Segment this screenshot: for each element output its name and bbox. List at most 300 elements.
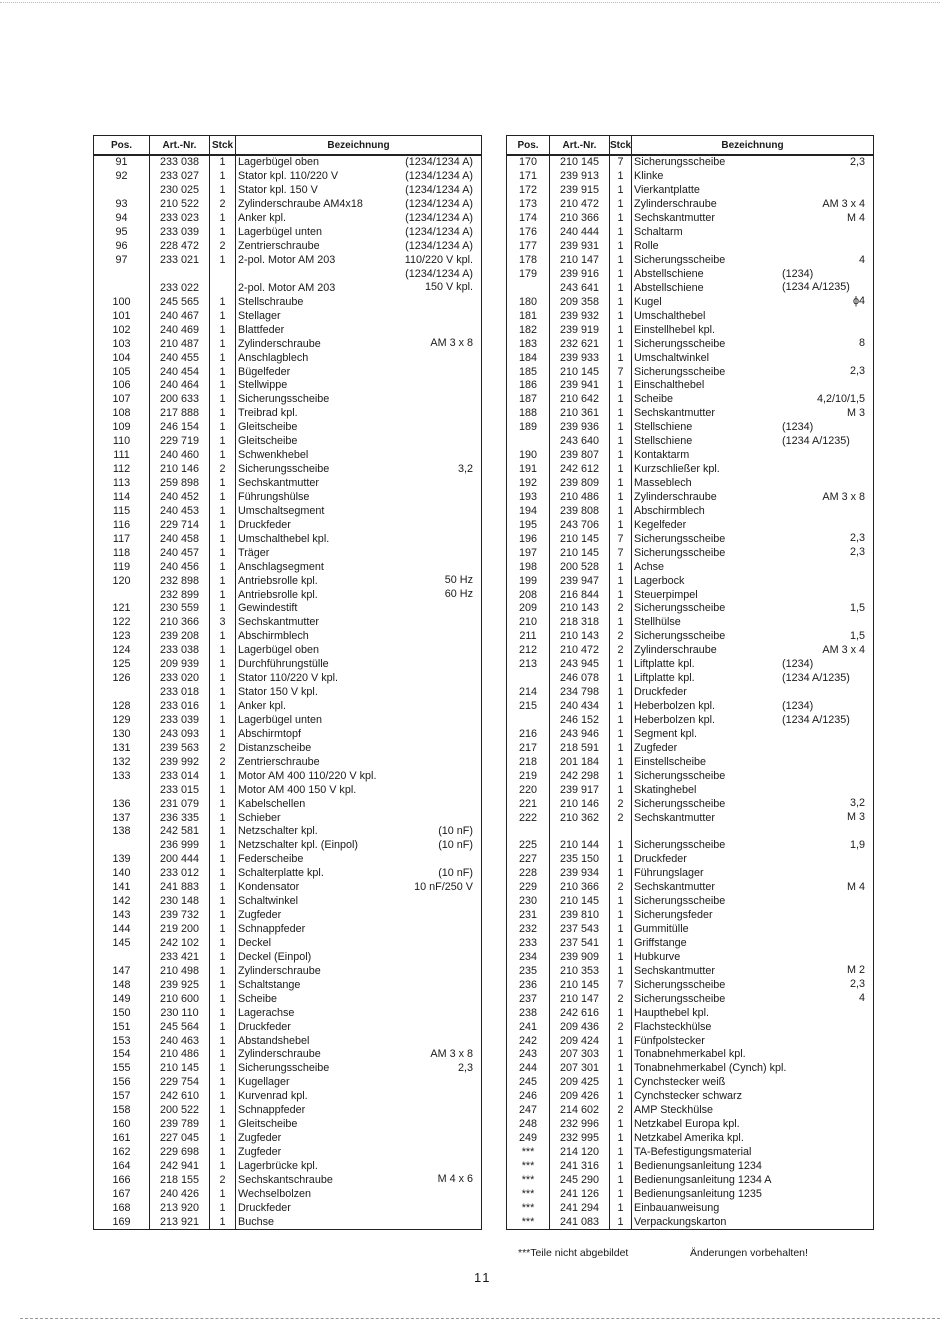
cell-bezeichnung <box>632 616 874 630</box>
part-name: Abstellschiene <box>634 281 704 294</box>
part-name: Haupthebel kpl. <box>634 1006 710 1019</box>
table-row <box>507 254 874 268</box>
part-spec: 4 <box>858 253 865 266</box>
cell-bezeichnung <box>632 937 874 951</box>
cell-art-nr: 236 335 <box>150 811 210 825</box>
cell-bezeichnung <box>632 741 874 755</box>
cell-pos: 179 <box>507 268 550 282</box>
table-row <box>507 477 874 491</box>
part-name: TA-Befestigungsmaterial <box>634 1146 752 1159</box>
cell-pos: 143 <box>94 909 150 923</box>
cell-bezeichnung <box>632 1215 874 1229</box>
cell-stck: 1 <box>610 309 632 323</box>
table-row <box>94 309 482 323</box>
part-name: Zylinderschraube AM4x18 <box>238 198 363 211</box>
cell-pos <box>94 268 150 282</box>
cell-bezeichnung <box>632 895 874 909</box>
cell-stck: 1 <box>210 992 236 1006</box>
cell-art-nr: 209 436 <box>550 1020 610 1034</box>
table-row <box>94 978 482 992</box>
cell-art-nr: 233 021 <box>150 254 210 268</box>
part-name: Druckfeder <box>634 853 687 866</box>
part-name: Anschlagblech <box>238 351 309 364</box>
cell-stck: 1 <box>610 909 632 923</box>
part-name: Zugfeder <box>634 741 678 754</box>
page-number: 11 <box>474 1270 492 1285</box>
part-name: Achse <box>634 560 665 573</box>
cell-bezeichnung <box>236 853 482 867</box>
cell-pos: 115 <box>94 504 150 518</box>
cell-art-nr: 241 883 <box>150 881 210 895</box>
cell-pos: 171 <box>507 170 550 184</box>
part-name: Distanzscheibe <box>238 741 312 754</box>
cell-art-nr: 210 487 <box>150 337 210 351</box>
cell-bezeichnung <box>236 909 482 923</box>
table-row <box>94 518 482 532</box>
cell-pos <box>94 950 150 964</box>
cell-art-nr: 230 148 <box>150 895 210 909</box>
cell-stck: 7 <box>610 978 632 992</box>
cell-pos: 161 <box>94 1132 150 1146</box>
cell-art-nr: 243 706 <box>550 518 610 532</box>
cell-stck: 1 <box>610 1132 632 1146</box>
part-name: Lagerachse <box>238 1006 295 1019</box>
cell-pos: 174 <box>507 212 550 226</box>
cell-bezeichnung <box>236 212 482 226</box>
cell-bezeichnung <box>632 407 874 421</box>
cell-bezeichnung <box>236 323 482 337</box>
cell-stck: 1 <box>210 337 236 351</box>
part-spec: (1234/1234 A) <box>405 156 473 168</box>
cell-bezeichnung <box>632 365 874 379</box>
table-row <box>94 616 482 630</box>
part-spec: 50 Hz <box>444 574 473 587</box>
cell-bezeichnung <box>632 658 874 672</box>
cell-pos: 145 <box>94 937 150 951</box>
part-name: Stator 150 V kpl. <box>238 686 318 699</box>
cell-pos: 126 <box>94 672 150 686</box>
cell-bezeichnung <box>632 546 874 560</box>
cell-art-nr: 218 591 <box>550 741 610 755</box>
cell-art-nr: 210 366 <box>550 212 610 226</box>
part-name: Umschalthebel <box>634 309 706 322</box>
cell-pos: 220 <box>507 783 550 797</box>
cell-art-nr: 210 472 <box>550 644 610 658</box>
cell-bezeichnung <box>632 254 874 268</box>
cell-stck: 1 <box>610 254 632 268</box>
cell-pos: 222 <box>507 811 550 825</box>
cell-pos: 238 <box>507 1006 550 1020</box>
table-row <box>507 504 874 518</box>
cell-art-nr: 246 154 <box>150 421 210 435</box>
part-name: Scheibe <box>634 393 674 406</box>
cell-bezeichnung <box>236 281 482 295</box>
cell-art-nr: 217 888 <box>150 407 210 421</box>
part-name: Umschaltsegment <box>238 504 325 517</box>
cell-bezeichnung <box>632 435 874 449</box>
cell-stck: 1 <box>210 532 236 546</box>
cell-bezeichnung <box>236 1076 482 1090</box>
cell-stck: 1 <box>210 170 236 184</box>
cell-bezeichnung <box>236 700 482 714</box>
cell-bezeichnung <box>236 351 482 365</box>
cell-pos: 242 <box>507 1034 550 1048</box>
cell-bezeichnung <box>632 393 874 407</box>
part-name: Umschalthebel kpl. <box>238 532 330 545</box>
cell-art-nr: 232 996 <box>550 1118 610 1132</box>
cell-art-nr: 232 899 <box>150 588 210 602</box>
cell-stck: 1 <box>610 337 632 351</box>
cell-bezeichnung <box>236 783 482 797</box>
cell-art-nr: 245 290 <box>550 1173 610 1187</box>
cell-art-nr: 233 038 <box>150 155 210 170</box>
cell-stck: 7 <box>610 532 632 546</box>
cell-pos: 234 <box>507 950 550 964</box>
part-name: AMP Steckhülse <box>634 1104 714 1117</box>
cell-art-nr: 240 454 <box>150 365 210 379</box>
cell-pos: *** <box>507 1201 550 1215</box>
cell-bezeichnung <box>632 477 874 491</box>
cell-bezeichnung <box>632 463 874 477</box>
cell-stck: 2 <box>610 644 632 658</box>
cell-stck: 2 <box>610 1020 632 1034</box>
cell-art-nr: 201 184 <box>550 755 610 769</box>
cell-bezeichnung <box>632 769 874 783</box>
part-spec: AM 3 x 4 <box>822 643 865 656</box>
part-name: Antriebsrolle kpl. <box>238 588 318 601</box>
cell-pos: 131 <box>94 741 150 755</box>
cell-bezeichnung <box>236 1173 482 1187</box>
table-row <box>507 839 874 853</box>
cell-stck: 1 <box>610 1090 632 1104</box>
cell-art-nr: 236 999 <box>150 839 210 853</box>
part-name: Kugel <box>634 295 662 308</box>
table-row <box>507 449 874 463</box>
cell-stck: 1 <box>210 602 236 616</box>
cell-bezeichnung <box>236 978 482 992</box>
cell-stck: 1 <box>610 268 632 282</box>
cell-art-nr: 210 145 <box>550 895 610 909</box>
cell-pos: 123 <box>94 630 150 644</box>
cell-art-nr: 239 913 <box>550 170 610 184</box>
table-row <box>507 1048 874 1062</box>
cell-art-nr: 210 147 <box>550 992 610 1006</box>
part-name: Sechskantmutter <box>634 407 716 420</box>
table-row <box>94 351 482 365</box>
table-header-row <box>94 136 482 156</box>
table-row <box>94 170 482 184</box>
part-name: Motor AM 400 110/220 V kpl. <box>238 769 377 782</box>
cell-art-nr: 210 143 <box>550 602 610 616</box>
cell-pos: 214 <box>507 686 550 700</box>
cell-bezeichnung <box>236 1062 482 1076</box>
footnote-not-shown: ***Teile nicht abgebildet <box>518 1247 629 1259</box>
cell-pos: 196 <box>507 532 550 546</box>
table-row <box>507 1160 874 1174</box>
part-spec: (10 nF) <box>438 866 473 879</box>
cell-pos: 173 <box>507 198 550 212</box>
cell-art-nr: 242 298 <box>550 769 610 783</box>
cell-art-nr: 246 078 <box>550 672 610 686</box>
part-name: Schnappfeder <box>238 1104 306 1117</box>
cell-pos: 235 <box>507 964 550 978</box>
cell-stck: 1 <box>610 212 632 226</box>
cell-stck: 1 <box>210 853 236 867</box>
cell-bezeichnung <box>236 714 482 728</box>
cell-art-nr: 210 366 <box>550 881 610 895</box>
cell-stck: 1 <box>210 978 236 992</box>
cell-pos: 95 <box>94 226 150 240</box>
cell-pos: 192 <box>507 477 550 491</box>
header-pos: Pos. <box>507 136 550 156</box>
part-spec: 2,3 <box>849 978 865 991</box>
cell-pos: 96 <box>94 240 150 254</box>
part-name: Wechselbolzen <box>238 1187 312 1200</box>
part-name: Stellschiene <box>634 421 693 434</box>
table-row <box>507 379 874 393</box>
cell-art-nr: 230 110 <box>150 1006 210 1020</box>
table-row <box>94 379 482 393</box>
cell-stck: 1 <box>210 212 236 226</box>
table-row <box>507 992 874 1006</box>
cell-bezeichnung <box>236 421 482 435</box>
part-name: Gewindestift <box>238 602 298 615</box>
part-spec: (1234 A/1235) <box>782 434 850 447</box>
cell-pos: 233 <box>507 937 550 951</box>
cell-art-nr: 210 144 <box>550 839 610 853</box>
table-row <box>94 741 482 755</box>
cell-art-nr: 234 798 <box>550 686 610 700</box>
cell-bezeichnung <box>236 463 482 477</box>
cell-pos: 113 <box>94 477 150 491</box>
cell-stck: 1 <box>210 491 236 505</box>
cell-pos: 148 <box>94 978 150 992</box>
cell-art-nr: 239 915 <box>550 184 610 198</box>
cell-bezeichnung <box>236 309 482 323</box>
cell-bezeichnung <box>632 1173 874 1187</box>
cell-art-nr: 237 543 <box>550 923 610 937</box>
cell-stck: 1 <box>210 504 236 518</box>
cell-art-nr: 240 457 <box>150 546 210 560</box>
cell-art-nr: 209 358 <box>550 295 610 309</box>
table-row <box>94 1034 482 1048</box>
part-name: Gleitscheibe <box>238 421 298 434</box>
table-row <box>507 909 874 923</box>
table-row <box>507 964 874 978</box>
table-row <box>94 755 482 769</box>
cell-pos: 190 <box>507 449 550 463</box>
part-name: Sechskantmutter <box>238 477 320 490</box>
cell-stck: 1 <box>210 769 236 783</box>
cell-pos: 215 <box>507 700 550 714</box>
cell-art-nr: 210 600 <box>150 992 210 1006</box>
cell-pos: 149 <box>94 992 150 1006</box>
cell-pos: 197 <box>507 546 550 560</box>
cell-art-nr: 231 079 <box>150 797 210 811</box>
table-row <box>94 281 482 295</box>
cell-pos: 147 <box>94 964 150 978</box>
scan-edge-bottom <box>20 1318 940 1319</box>
part-name: Lagerbrücke kpl. <box>238 1159 318 1172</box>
cell-stck: 1 <box>210 1187 236 1201</box>
cell-art-nr: 233 014 <box>150 769 210 783</box>
cell-bezeichnung <box>236 1215 482 1229</box>
cell-bezeichnung <box>236 240 482 254</box>
cell-bezeichnung <box>632 978 874 992</box>
cell-stck: 1 <box>210 1076 236 1090</box>
cell-art-nr: 213 920 <box>150 1201 210 1215</box>
cell-pos: 102 <box>94 323 150 337</box>
part-name: Griffstange <box>634 936 687 949</box>
table-row <box>94 212 482 226</box>
cell-pos: 112 <box>94 463 150 477</box>
table-row <box>94 881 482 895</box>
cell-bezeichnung <box>236 769 482 783</box>
cell-bezeichnung <box>236 1034 482 1048</box>
part-name: Gleitscheibe <box>238 435 298 448</box>
cell-pos: 150 <box>94 1006 150 1020</box>
cell-art-nr: 242 610 <box>150 1090 210 1104</box>
part-name: Führungslager <box>634 867 704 880</box>
part-spec: (1234 A/1235) <box>782 281 850 294</box>
part-name: Sicherungsscheibe <box>634 992 726 1005</box>
cell-stck: 1 <box>610 393 632 407</box>
cell-pos: 129 <box>94 714 150 728</box>
cell-bezeichnung <box>632 574 874 588</box>
cell-pos: 117 <box>94 532 150 546</box>
cell-bezeichnung <box>632 909 874 923</box>
part-spec: M 3 <box>847 811 865 824</box>
cell-stck <box>210 268 236 282</box>
cell-bezeichnung <box>632 491 874 505</box>
cell-pos: 156 <box>94 1076 150 1090</box>
cell-art-nr: 232 621 <box>550 337 610 351</box>
part-name: Zugfeder <box>238 1146 282 1159</box>
cell-stck: 1 <box>210 1090 236 1104</box>
table-row <box>507 881 874 895</box>
cell-art-nr: 239 732 <box>150 909 210 923</box>
cell-pos: 225 <box>507 839 550 853</box>
cell-stck: 1 <box>210 825 236 839</box>
table-row <box>507 672 874 686</box>
cell-art-nr: 214 120 <box>550 1146 610 1160</box>
table-row <box>94 1160 482 1174</box>
cell-pos: 212 <box>507 644 550 658</box>
cell-stck: 1 <box>610 964 632 978</box>
cell-pos: 199 <box>507 574 550 588</box>
table-row <box>507 755 874 769</box>
cell-stck: 1 <box>210 155 236 170</box>
cell-pos: 194 <box>507 504 550 518</box>
table-row <box>94 491 482 505</box>
cell-stck: 2 <box>610 811 632 825</box>
table-row <box>507 1062 874 1076</box>
cell-stck: 1 <box>210 226 236 240</box>
part-name: 2-pol. Motor AM 203 <box>238 281 336 294</box>
cell-stck: 1 <box>210 365 236 379</box>
cell-art-nr: 207 301 <box>550 1062 610 1076</box>
part-spec: 1,5 <box>849 602 865 614</box>
cell-stck: 1 <box>210 950 236 964</box>
cell-pos: 125 <box>94 658 150 672</box>
cell-stck: 1 <box>610 421 632 435</box>
cell-bezeichnung <box>632 170 874 184</box>
cell-pos: 236 <box>507 978 550 992</box>
cell-bezeichnung <box>236 546 482 560</box>
cell-pos <box>94 783 150 797</box>
cell-stck: 2 <box>210 198 236 212</box>
table-row <box>94 867 482 881</box>
cell-bezeichnung <box>632 323 874 337</box>
cell-bezeichnung <box>632 1090 874 1104</box>
cell-art-nr: 232 995 <box>550 1132 610 1146</box>
cell-bezeichnung <box>236 839 482 853</box>
cell-pos: 109 <box>94 421 150 435</box>
cell-bezeichnung <box>632 950 874 964</box>
part-spec: 1,9 <box>849 838 865 851</box>
cell-art-nr: 240 426 <box>150 1187 210 1201</box>
cell-pos: 101 <box>94 309 150 323</box>
cell-pos: 186 <box>507 379 550 393</box>
cell-art-nr: 242 941 <box>150 1160 210 1174</box>
table-row <box>507 797 874 811</box>
cell-stck: 2 <box>210 463 236 477</box>
table-row <box>94 449 482 463</box>
table-row <box>94 992 482 1006</box>
cell-art-nr: 239 925 <box>150 978 210 992</box>
cell-bezeichnung <box>632 379 874 393</box>
table-row <box>94 658 482 672</box>
part-spec: 2,3 <box>849 365 865 378</box>
part-spec: M 4 <box>847 880 865 893</box>
part-name: Sicherungsscheibe <box>634 365 726 378</box>
part-name: Kurvenrad kpl. <box>238 1090 308 1103</box>
cell-bezeichnung <box>632 240 874 254</box>
part-name: Schnappfeder <box>238 923 306 936</box>
cell-stck: 1 <box>210 407 236 421</box>
cell-pos: 195 <box>507 518 550 532</box>
cell-bezeichnung <box>236 686 482 700</box>
cell-pos: 144 <box>94 923 150 937</box>
table-row <box>94 337 482 351</box>
part-name: Stellwippe <box>238 379 288 392</box>
cell-art-nr: 246 152 <box>550 714 610 728</box>
cell-art-nr: 230 025 <box>150 184 210 198</box>
cell-bezeichnung <box>236 1118 482 1132</box>
part-name: Lagerbock <box>634 574 685 587</box>
cell-art-nr: 216 844 <box>550 588 610 602</box>
table-row <box>94 254 482 268</box>
cell-pos: 170 <box>507 155 550 170</box>
cell-bezeichnung <box>632 1132 874 1146</box>
cell-stck: 1 <box>610 741 632 755</box>
cell-pos: 245 <box>507 1076 550 1090</box>
part-name: Stator 110/220 V kpl. <box>238 672 339 685</box>
cell-art-nr <box>150 268 210 282</box>
cell-stck: 1 <box>610 1187 632 1201</box>
cell-stck <box>610 825 632 839</box>
part-spec: ϕ4 <box>852 295 865 308</box>
part-name: Lagerbügel unten <box>238 713 323 726</box>
cell-bezeichnung <box>632 1201 874 1215</box>
cell-art-nr: 218 155 <box>150 1173 210 1187</box>
cell-bezeichnung <box>632 504 874 518</box>
cell-stck: 1 <box>210 1215 236 1229</box>
cell-stck: 1 <box>210 1160 236 1174</box>
cell-bezeichnung <box>632 686 874 700</box>
cell-art-nr: 240 467 <box>150 309 210 323</box>
table-row <box>507 1118 874 1132</box>
